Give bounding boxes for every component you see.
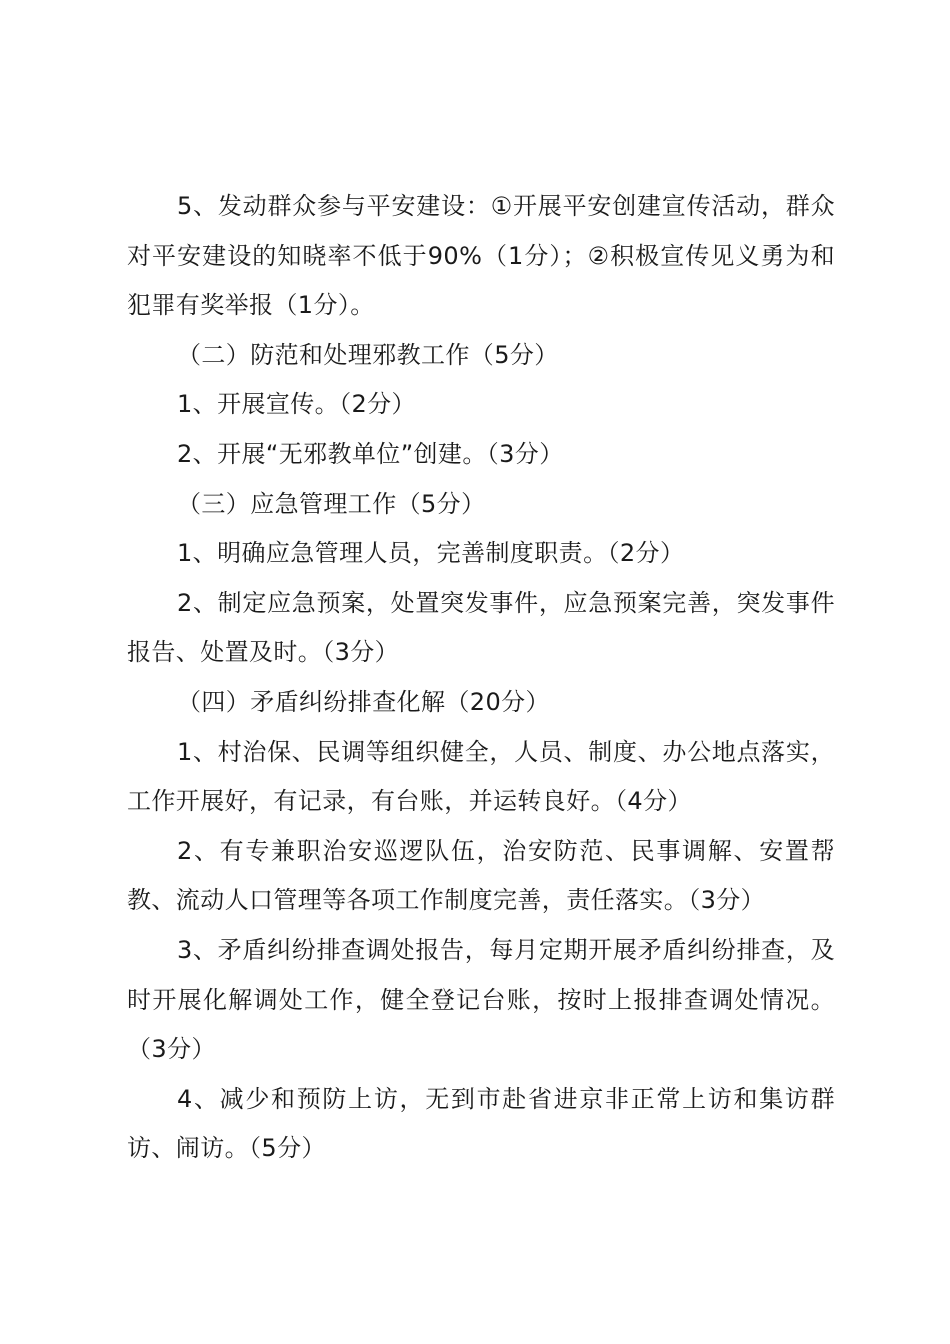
paragraph-dispute-screening: 3、矛盾纠纷排查调处报告，每月定期开展矛盾纠纷排查，及时开展化解调处工作，健全登记台账，按时上报排查调处情况。（3分） [127, 935, 835, 1064]
paragraph-publicity: 1、开展宣传。（2分） [177, 390, 416, 419]
paragraph-organizations: 1、村治保、民调等组织健全，人员、制度、办公地点落实，工作开展好，有记录，有台账，并运转良好。（4分） [127, 737, 835, 816]
section-heading-dispute-resolution: （四）矛盾纠纷排查化解（20分） [177, 687, 550, 716]
paragraph-mass-participation: 5、发动群众参与平安建设：①开展平安创建宣传活动，群众对平安建设的知晓率不低于90%（1分）；②积极宣传见义勇为和犯罪有奖举报（1分）。 [127, 192, 835, 320]
document-body [127, 182, 835, 1174]
section-heading-anti-cult: （二）防范和处理邪教工作（5分） [177, 340, 559, 369]
section-heading-emergency: （三）应急管理工作（5分） [177, 489, 486, 518]
paragraph-emergency-plan: 2、制定应急预案，处置突发事件，应急预案完善，突发事件报告、处置及时。（3分） [127, 588, 835, 667]
paragraph-emergency-staff: 1、明确应急管理人员，完善制度职责。（2分） [177, 539, 685, 568]
paragraph-patrol-team: 2、有专兼职治安巡逻队伍，治安防范、民事调解、安置帮教、流动人口管理等各项工作制度完善，责任落实。（3分） [127, 836, 835, 915]
paragraph-petitions: 4、减少和预防上访，无到市赴省进京非正常上访和集访群访、闹访。（5分） [127, 1084, 835, 1163]
paragraph-no-cult-unit: 2、开展“无邪教单位”创建。（3分） [177, 439, 564, 468]
